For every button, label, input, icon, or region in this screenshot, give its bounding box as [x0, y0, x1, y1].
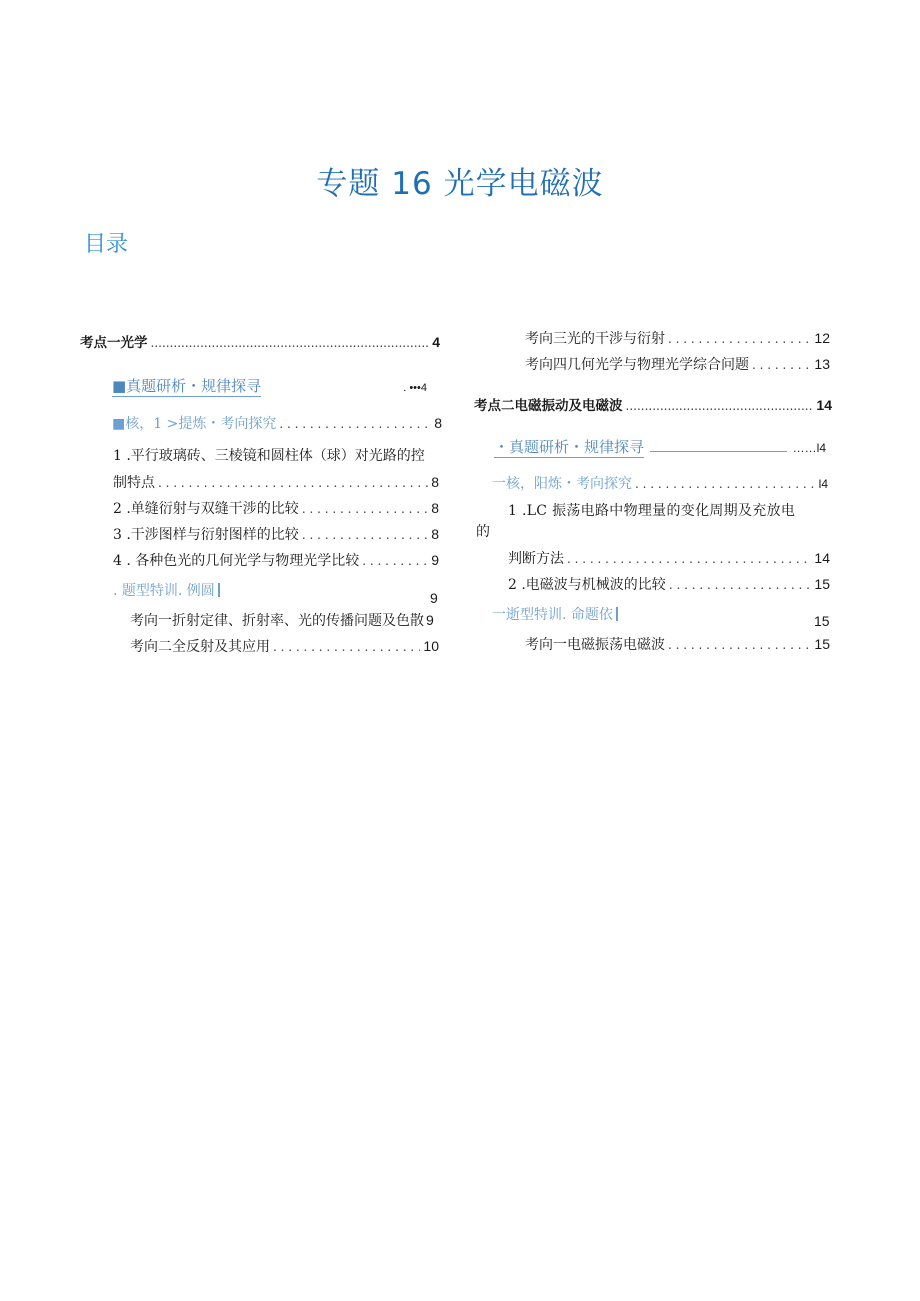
toc-entry-label: 制特点 [113, 475, 155, 491]
toc-leader [302, 499, 428, 519]
toc-page-number: l4 [818, 477, 828, 491]
toc-leader [567, 549, 811, 569]
toc-entry-label: 考向二全反射及其应用 [130, 639, 270, 655]
toc-leader [279, 414, 431, 434]
toc-entry-label: 考点二电磁振动及电磁波 [474, 398, 623, 413]
toc-entry-glass-prism-line1[interactable]: 1 .平行玻璃砖、三棱镜和圆柱体（球）对光路的控 [113, 448, 425, 464]
toc-entry-lc-circuit-line3[interactable] [508, 548, 830, 569]
toc-entry-real-exam[interactable] [112, 376, 427, 398]
toc-page-number: 15 [814, 613, 830, 629]
toc-leader [752, 355, 811, 375]
toc-page-number: 10 [423, 638, 439, 654]
toc-entry-core-refine[interactable] [112, 413, 442, 434]
toc-entry-em-oscillation[interactable] [525, 634, 830, 655]
toc-entry-interference-diffraction[interactable] [113, 524, 439, 545]
bar-marker [218, 583, 220, 597]
toc-entry-em-waves[interactable] [474, 395, 832, 416]
toc-leader [669, 575, 812, 595]
toc-leader [626, 396, 814, 416]
toc-entry-em-mechanical[interactable] [508, 574, 830, 595]
toc-entry-label: ■核，1 >提炼・考向探究 [112, 416, 277, 432]
toc-page-number: 15 [814, 576, 830, 592]
toc-page-number: 8 [431, 500, 439, 516]
toc-entry-core-refine-2[interactable] [492, 474, 828, 494]
toc-page-number: 15 [814, 636, 830, 652]
toc-entry-geometric-physical[interactable] [525, 354, 830, 375]
toc-page-number: 9 [430, 590, 438, 606]
toc-page-number: 12 [814, 330, 830, 346]
toc-entry-label: 4 . 各种色光的几何光学与物理光学比较 [113, 553, 360, 569]
toc-entry-label: 一核，阳炼・考向探究 [492, 476, 632, 492]
toc-entry-lc-circuit-line1[interactable]: 1 .LC 振荡电路中物理量的变化周期及充放电 [508, 503, 796, 519]
toc-entry-label: ・真题研析・规律探寻 [494, 438, 645, 456]
toc-entry-label: 考向三光的干涉与衍射 [525, 331, 665, 347]
toc-entry-single-double-slit[interactable] [113, 498, 439, 519]
toc-page-number: ……l4 [792, 441, 826, 455]
toc-leader [650, 451, 787, 452]
toc-leader [158, 473, 428, 493]
toc-entry-label: . 题型特训. 例圆 [113, 583, 215, 599]
toc-entry-total-reflection[interactable] [130, 636, 439, 657]
toc-entry-label: 考向一电磁振荡电磁波 [525, 637, 665, 653]
bar-marker [616, 607, 618, 621]
toc-page-number: 8 [431, 474, 439, 490]
toc-leader [668, 635, 811, 655]
toc-page-number: 14 [816, 397, 832, 413]
toc-leader [668, 329, 811, 349]
toc-entry-label: ■真题研析・规律探寻 [112, 377, 262, 395]
toc-entry-lc-circuit-line2[interactable]: 的 [476, 524, 490, 540]
toc-leader [302, 525, 428, 545]
toc-entry-optics[interactable] [80, 332, 440, 353]
toc-page-number: 9 [426, 612, 434, 628]
toc-page-number: 9 [431, 552, 439, 568]
toc-page-number: 8 [434, 415, 442, 431]
toc-page-number: 14 [814, 550, 830, 566]
toc-entry-label: 考点一光学 [80, 335, 148, 350]
toc-heading: 目录 [84, 232, 129, 257]
toc-entry-label: 2 .电磁波与机械波的比较 [508, 577, 666, 593]
toc-entry-label: 考向一折射定律、折射率、光的传播问题及色散 [130, 613, 424, 629]
toc-entry-type-training-2[interactable] [492, 605, 618, 625]
toc-entry-refraction[interactable] [130, 610, 470, 631]
toc-page-number: 8 [431, 526, 439, 542]
toc-leader [362, 551, 428, 571]
toc-entry-light-interference[interactable] [525, 328, 830, 349]
toc-page-number: 13 [814, 356, 830, 372]
toc-page-number: 4 [432, 334, 440, 350]
toc-entry-label: 2 .单缝衍射与双缝干涉的比较 [113, 501, 299, 517]
toc-entry-glass-prism-line2[interactable] [113, 472, 439, 493]
toc-entry-color-light[interactable] [113, 550, 439, 571]
toc-page-number: . •••4 [403, 382, 427, 394]
toc-entry-real-exam-2[interactable] [494, 437, 826, 458]
toc-entry-label: 判断方法 [508, 551, 564, 567]
toc-entry-label: 考向四几何光学与物理光学综合问题 [525, 357, 749, 373]
toc-leader [151, 333, 430, 353]
toc-entry-label: 一逝型特训. 命题依 [492, 607, 613, 623]
toc-leader [635, 474, 816, 494]
toc-leader [273, 637, 420, 657]
toc-entry-type-training[interactable] [113, 581, 220, 601]
document-title: 专题 16 光学电磁波 [316, 166, 604, 202]
toc-entry-label: 3 .干涉图样与衍射图样的比较 [113, 527, 299, 543]
